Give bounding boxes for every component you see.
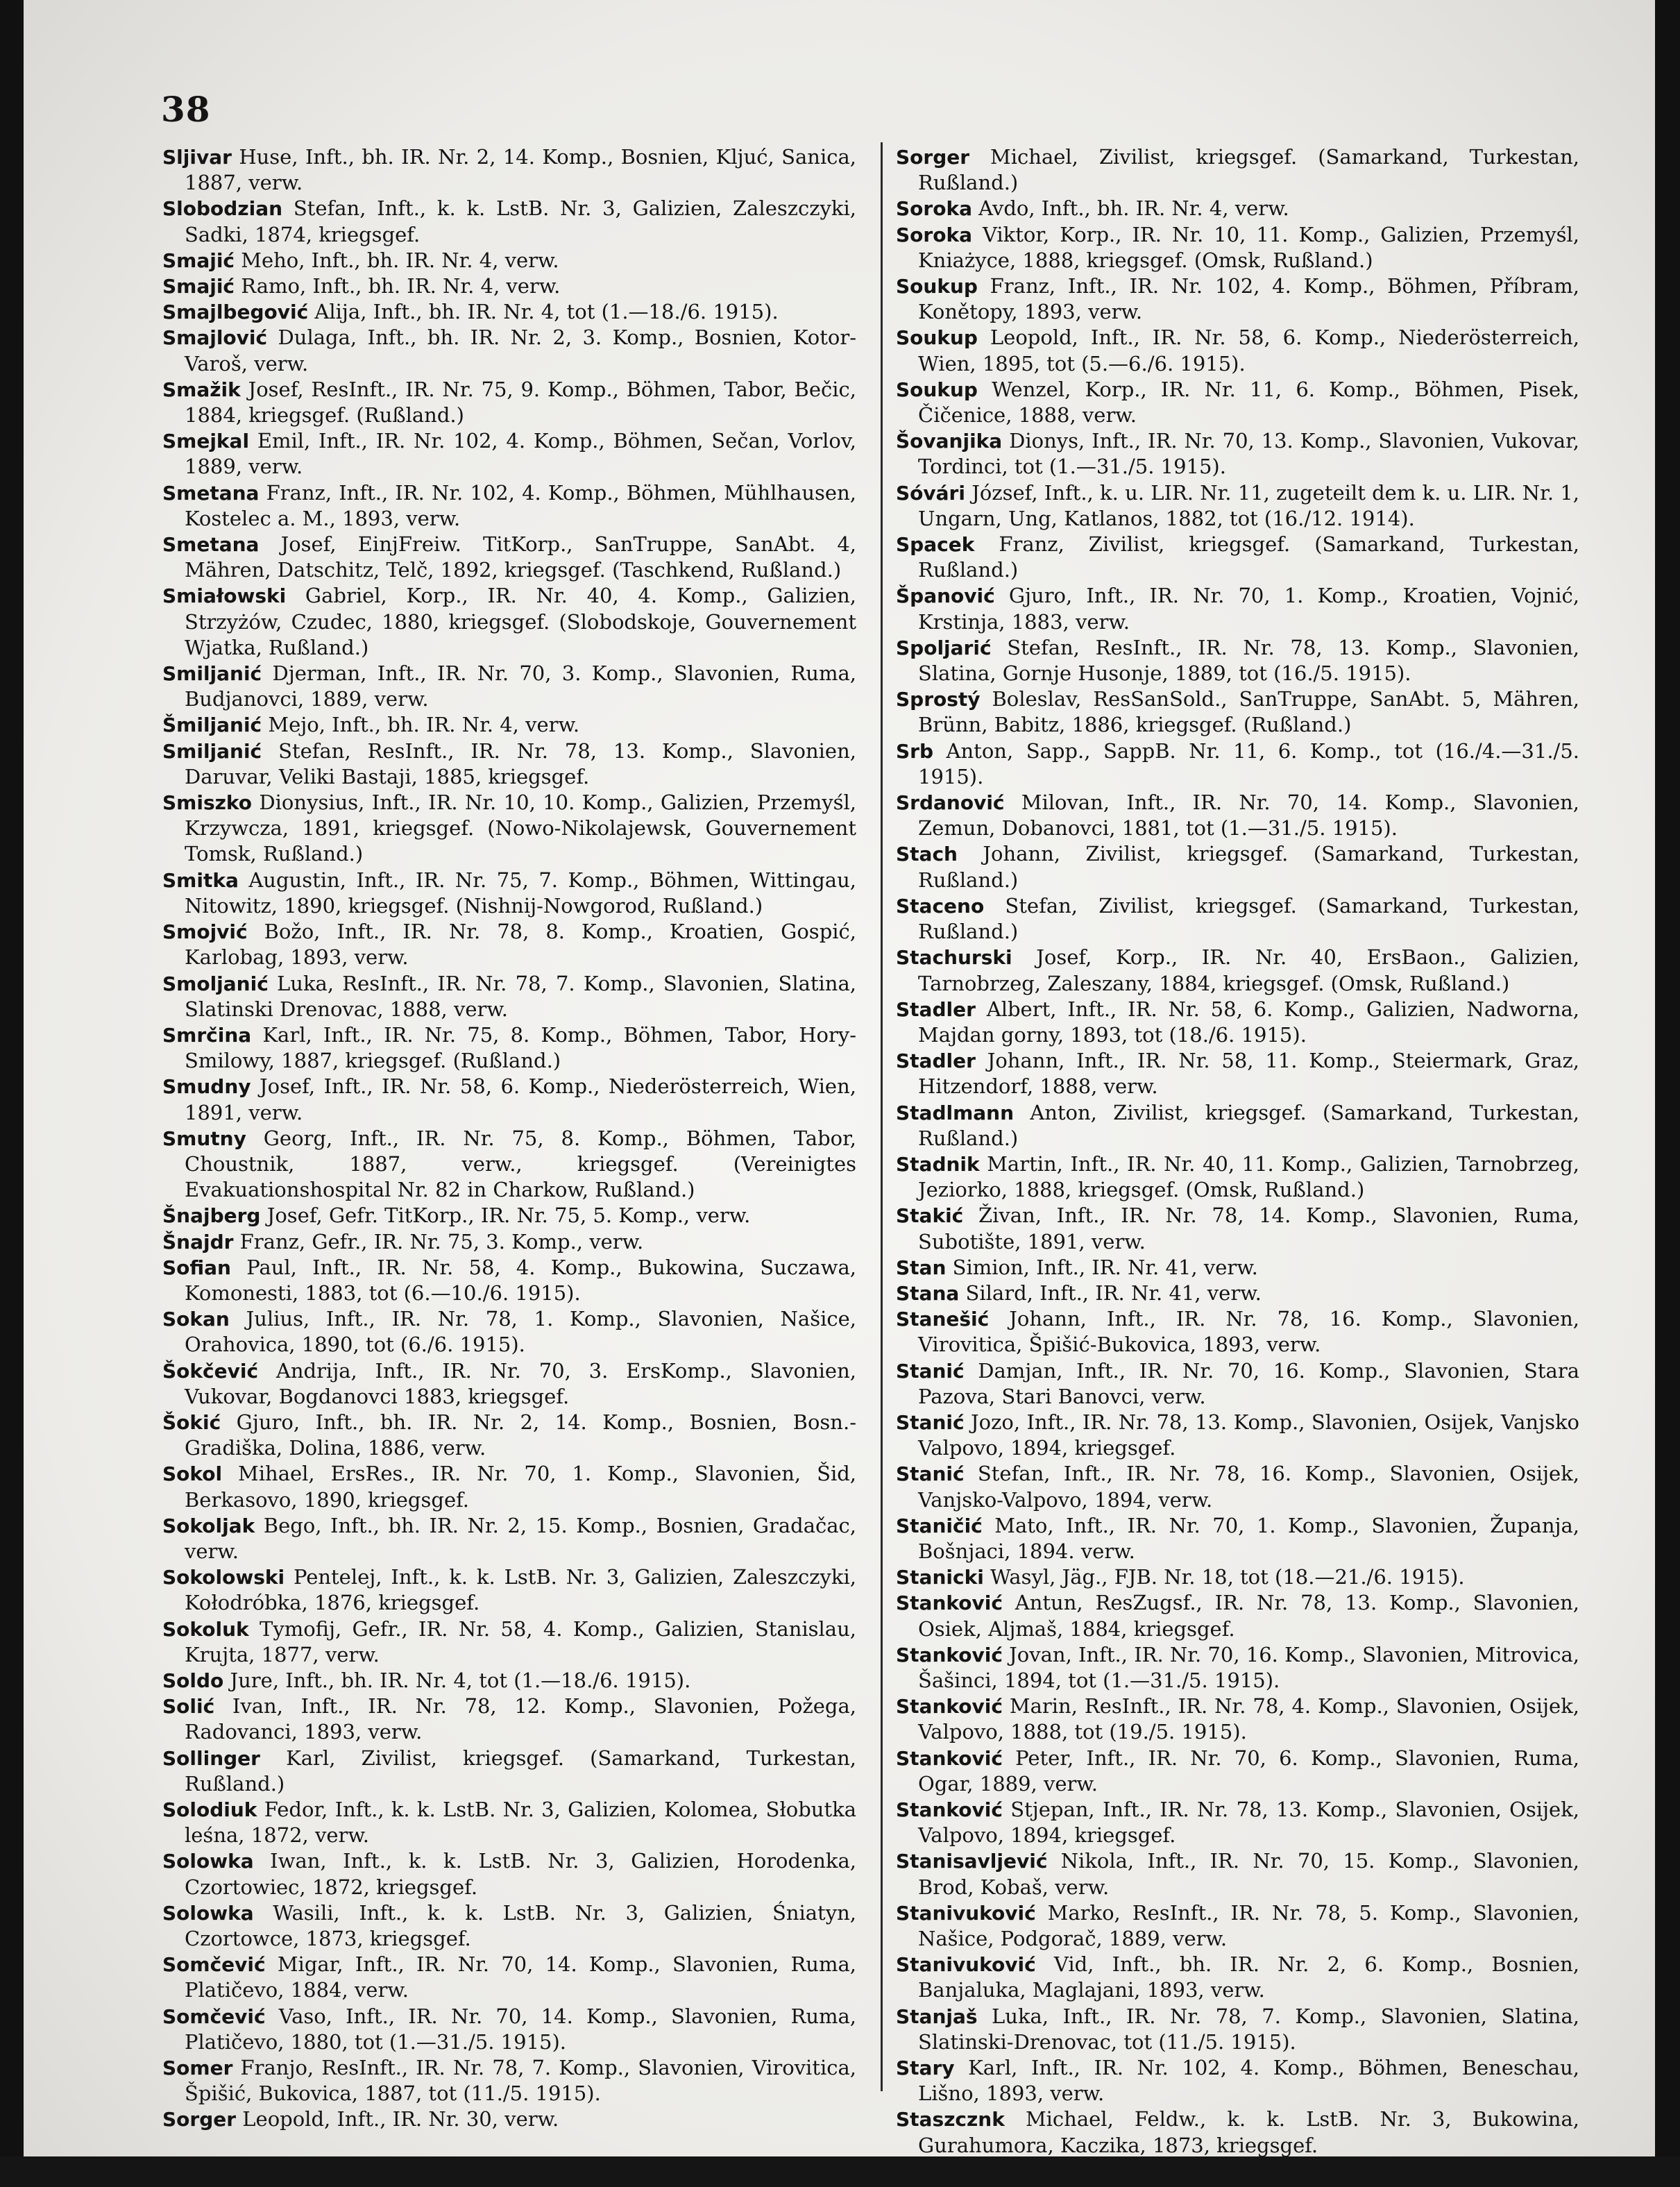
entry-surname: Soukup bbox=[896, 378, 978, 401]
entry-details: József, Inft., k. u. LIR. Nr. 11, zugeteilt dem k. u. LIR. Nr. 1, Ungarn, Ung, Katlanos, 1882, tot (16./12. 1914). bbox=[918, 480, 1579, 530]
entry-details: Albert, Inft., IR. Nr. 58, 6. Komp., Galizien, Nadworna, Majdan gorny, 1893, tot (18./6. 1915). bbox=[918, 997, 1579, 1047]
entry-surname: Šnajberg bbox=[162, 1204, 261, 1228]
entry-surname: Stakić bbox=[896, 1204, 964, 1228]
list-item bbox=[162, 196, 856, 247]
entry-details: Franz, Inft., IR. Nr. 102, 4. Komp., Böhmen, Mühlhausen, Kostelec a. M., 1893, verw. bbox=[185, 480, 856, 530]
list-item bbox=[896, 1255, 1579, 1281]
entry-details: Dionysius, Inft., IR. Nr. 10, 10. Komp., Galizien, Przemyśl, Krzywcza, 1891, kriegsgef. (Nowo-Nikolajewsk, Gouvernement Tomsk, Rußland.) bbox=[185, 791, 856, 866]
list-item bbox=[162, 1410, 856, 1461]
list-item bbox=[162, 1126, 856, 1204]
list-item bbox=[896, 1461, 1579, 1512]
entry-surname: Spoljarić bbox=[896, 636, 992, 659]
list-item bbox=[162, 273, 856, 299]
entry-surname: Stanivuković bbox=[896, 1901, 1036, 1925]
entry-details: Avdo, Inft., bh. IR. Nr. 4, verw. bbox=[971, 196, 1289, 221]
entry-details: Josef, Inft., IR. Nr. 58, 6. Komp., Niederösterreich, Wien, 1891, verw. bbox=[185, 1074, 856, 1124]
entry-surname: Stanković bbox=[896, 1591, 1003, 1615]
entry-surname: Smetana bbox=[162, 481, 260, 505]
entry-surname: Soukup bbox=[896, 275, 978, 298]
entry-surname: Stadlmann bbox=[896, 1101, 1015, 1124]
list-item bbox=[162, 325, 856, 376]
list-item bbox=[896, 532, 1579, 583]
left-column bbox=[162, 144, 856, 2133]
list-item bbox=[896, 686, 1579, 738]
entry-details: Michael, Feldw., k. k. LstB. Nr. 3, Bukowina, Gurahumora, Kaczika, 1873, kriegsgef. bbox=[918, 2107, 1579, 2157]
list-item bbox=[162, 1358, 856, 1410]
entry-details: Peter, Inft., IR. Nr. 70, 6. Komp., Slavonien, Ruma, Ogar, 1889, verw. bbox=[918, 1746, 1579, 1796]
entry-details: Boleslav, ResSanSold., SanTruppe, SanAbt. 5, Mähren, Brünn, Babitz, 1886, kriegsgef. (Rußland.) bbox=[918, 687, 1579, 737]
list-item bbox=[896, 273, 1579, 325]
entry-surname: Smajlović bbox=[162, 326, 268, 350]
list-item bbox=[896, 738, 1579, 790]
entry-surname: Sokolowski bbox=[162, 1566, 285, 1589]
entry-details: Mihael, ErsRes., IR. Nr. 70, 1. Komp., Slavonien, Šid, Berkasovo, 1890, kriegsgef. bbox=[185, 1462, 856, 1512]
entry-details: Bego, Inft., bh. IR. Nr. 2, 15. Komp., Bosnien, Gradačac, verw. bbox=[185, 1513, 856, 1563]
list-item bbox=[896, 1848, 1579, 1900]
entry-details: Mejo, Inft., bh. IR. Nr. 4, verw. bbox=[262, 713, 580, 737]
entry-details: Marko, ResInft., IR. Nr. 78, 5. Komp., Slavonien, Našice, Podgorač, 1889, verw. bbox=[918, 1900, 1579, 1951]
entry-details: Alija, Inft., bh. IR. Nr. 4, tot (1.—18./6. 1915). bbox=[308, 300, 779, 324]
list-item bbox=[162, 1306, 856, 1358]
entry-details: Wasili, Inft., k. k. LstB. Nr. 3, Galizien, Śniatyn, Czortowce, 1873, kriegsgef. bbox=[185, 1900, 856, 1951]
entry-surname: Šokić bbox=[162, 1410, 221, 1434]
list-item bbox=[162, 738, 856, 790]
entry-surname: Smažik bbox=[162, 378, 241, 401]
entry-details: Gabriel, Korp., IR. Nr. 40, 4. Komp., Galizien, Strzyżów, Czudec, 1880, kriegsgef. (Slobodskoje, Gouvernement Wjatka, Rußland.) bbox=[185, 584, 856, 659]
list-item bbox=[162, 661, 856, 712]
list-item bbox=[896, 2106, 1579, 2158]
list-item bbox=[162, 1564, 856, 1616]
list-item bbox=[162, 868, 856, 919]
entry-details: Tymofij, Gefr., IR. Nr. 58, 4. Komp., Galizien, Stanislau, Krujta, 1877, verw. bbox=[185, 1616, 856, 1666]
entry-details: Stefan, ResInft., IR. Nr. 78, 13. Komp., Slavonien, Daruvar, Veliki Bastaji, 1885, kriegsgef. bbox=[185, 738, 856, 788]
list-item bbox=[896, 1642, 1579, 1694]
entry-details: Leopold, Inft., IR. Nr. 58, 6. Komp., Niederösterreich, Wien, 1895, tot (5.—6./6. 1915). bbox=[918, 326, 1579, 375]
entry-details: Josef, EinjFreiw. TitKorp., SanTruppe, SanAbt. 4, Mähren, Datschitz, Telč, 1892, kriegsgef. (Taschkend, Rußland.) bbox=[185, 532, 856, 582]
entry-details: Migar, Inft., IR. Nr. 70, 14. Komp., Slavonien, Ruma, Platičevo, 1884, verw. bbox=[185, 1952, 856, 2002]
entry-details: Živan, Inft., IR. Nr. 78, 14. Komp., Slavonien, Ruma, Subotište, 1891, verw. bbox=[918, 1204, 1579, 1253]
entry-surname: Smoljanić bbox=[162, 972, 269, 995]
entry-details: Antun, ResZugsf., IR. Nr. 78, 13. Komp., Slavonien, Osiek, Aljmaš, 1884, kriegsgef. bbox=[918, 1591, 1579, 1641]
list-item bbox=[162, 248, 856, 273]
list-item bbox=[896, 635, 1579, 686]
list-item bbox=[896, 222, 1579, 273]
entry-details: Jozo, Inft., IR. Nr. 78, 13. Komp., Slavonien, Osijek, Vanjsko Valpovo, 1894, kriegsgef. bbox=[918, 1410, 1579, 1460]
entry-surname: Smiszko bbox=[162, 791, 253, 815]
entry-details: Emil, Inft., IR. Nr. 102, 4. Komp., Böhmen, Sečan, Vorlov, 1889, verw. bbox=[185, 429, 856, 479]
list-item bbox=[896, 428, 1579, 480]
entry-surname: Stanković bbox=[896, 1798, 1003, 1821]
entry-details: Julius, Inft., IR. Nr. 78, 1. Komp., Slavonien, Našice, Orahovica, 1890, tot (6./6. 1915). bbox=[185, 1307, 856, 1357]
entry-details: Božo, Inft., IR. Nr. 78, 8. Komp., Kroatien, Gospić, Karlobag, 1893, verw. bbox=[185, 920, 856, 970]
entry-details: Johann, Inft., IR. Nr. 58, 11. Komp., Steiermark, Graz, Hitzendorf, 1888, verw. bbox=[918, 1049, 1579, 1099]
list-item bbox=[896, 945, 1579, 996]
list-item bbox=[896, 325, 1579, 376]
right-column bbox=[896, 144, 1579, 2159]
list-item bbox=[896, 480, 1579, 532]
entry-details: Ivan, Inft., IR. Nr. 78, 12. Komp., Slavonien, Požega, Radovanci, 1893, verw. bbox=[185, 1694, 856, 1744]
entry-surname: Stadnik bbox=[896, 1152, 980, 1176]
entry-surname: Stanivuković bbox=[896, 1953, 1036, 1977]
entry-surname: Smiałowski bbox=[162, 584, 287, 608]
entry-surname: Staszcznk bbox=[896, 2108, 1005, 2131]
entry-details: Michael, Zivilist, kriegsgef. (Samarkand, Turkestan, Rußland.) bbox=[918, 145, 1579, 195]
list-item bbox=[896, 1100, 1579, 1151]
entry-surname: Solić bbox=[162, 1695, 215, 1719]
entry-details: Augustin, Inft., IR. Nr. 75, 7. Komp., Böhmen, Wittingau, Nitowitz, 1890, kriegsgef. (Nishnij-Nowgorod, Rußland.) bbox=[185, 868, 856, 918]
list-item bbox=[896, 1952, 1579, 2003]
entry-surname: Smiljanić bbox=[162, 739, 262, 763]
list-item bbox=[162, 583, 856, 661]
list-item bbox=[162, 971, 856, 1022]
entry-surname: Smetana bbox=[162, 533, 260, 557]
list-item bbox=[896, 893, 1579, 945]
entry-details: Fedor, Inft., k. k. LstB. Nr. 3, Galizien, Kolomea, Słobutka leśna, 1872, verw. bbox=[185, 1798, 856, 1848]
entry-details: Franz, Zivilist, kriegsgef. (Samarkand, Turkestan, Rußland.) bbox=[918, 532, 1579, 582]
list-item bbox=[162, 1746, 856, 1797]
list-item bbox=[896, 841, 1579, 893]
entry-surname: Stanešić bbox=[896, 1308, 990, 1331]
entry-details: Vid, Inft., bh. IR. Nr. 2, 6. Komp., Bosnien, Banjaluka, Maglajani, 1893, verw. bbox=[918, 1952, 1579, 2002]
entry-details: Nikola, Inft., IR. Nr. 70, 15. Komp., Slavonien, Brod, Kobaš, verw. bbox=[918, 1849, 1579, 1899]
list-item bbox=[896, 377, 1579, 428]
entry-surname: Sorger bbox=[162, 2108, 237, 2131]
entry-details: Gjuro, Inft., IR. Nr. 70, 1. Komp., Kroatien, Vojnić, Krstinja, 1883, verw. bbox=[918, 584, 1579, 634]
column-divider bbox=[881, 142, 883, 2091]
entry-surname: Stanić bbox=[896, 1410, 965, 1434]
entry-details: Stefan, Inft., IR. Nr. 78, 16. Komp., Slavonien, Osijek, Vanjsko-Valpovo, 1894, verw. bbox=[918, 1462, 1579, 1512]
list-item bbox=[896, 1281, 1579, 1306]
entry-details: Marin, ResInft., IR. Nr. 78, 4. Komp., Slavonien, Osijek, Valpovo, 1888, tot (19./5. 1915). bbox=[918, 1694, 1579, 1744]
entry-surname: Smajić bbox=[162, 248, 235, 272]
entry-surname: Šokčević bbox=[162, 1359, 259, 1383]
entry-surname: Somer bbox=[162, 2057, 233, 2080]
entry-surname: Solowka bbox=[162, 1901, 254, 1925]
entry-surname: Sokoluk bbox=[162, 1617, 249, 1641]
entry-details: Karl, Inft., IR. Nr. 102, 4. Komp., Böhmen, Beneschau, Lišno, 1893, verw. bbox=[918, 2056, 1579, 2106]
entry-details: Milovan, Inft., IR. Nr. 70, 14. Komp., Slavonien, Zemun, Dobanovci, 1881, tot (1.—31./5. 1915). bbox=[918, 791, 1579, 841]
entry-surname: Španović bbox=[896, 584, 995, 608]
entry-surname: Stadler bbox=[896, 1049, 976, 1073]
entry-surname: Somčević bbox=[162, 2004, 266, 2028]
list-item bbox=[896, 1513, 1579, 1564]
entry-details: Johann, Inft., IR. Nr. 78, 16. Komp., Slavonien, Virovitica, Špišić-Bukovica, 1893, verw. bbox=[918, 1307, 1579, 1357]
list-item bbox=[162, 1203, 856, 1228]
entry-details: Wasyl, Jäg., FJB. Nr. 18, tot (18.—21./6. 1915). bbox=[983, 1565, 1465, 1589]
entry-details: Johann, Zivilist, kriegsgef. (Samarkand, Turkestan, Rußland.) bbox=[918, 842, 1579, 892]
list-item bbox=[896, 1900, 1579, 1952]
entry-details: Djerman, Inft., IR. Nr. 70, 3. Komp., Slavonien, Ruma, Budjanovci, 1889, verw. bbox=[185, 661, 856, 711]
entry-surname: Soukup bbox=[896, 326, 978, 350]
entry-surname: Stana bbox=[896, 1281, 960, 1305]
entry-surname: Stanicki bbox=[896, 1566, 984, 1589]
list-item bbox=[162, 919, 856, 970]
list-item bbox=[896, 1151, 1579, 1203]
entry-surname: Šnajdr bbox=[162, 1230, 234, 1253]
scan-border-bottom bbox=[0, 2156, 1680, 2187]
list-item bbox=[896, 1306, 1579, 1358]
list-item bbox=[896, 2055, 1579, 2106]
list-item bbox=[162, 1952, 856, 2003]
list-item bbox=[162, 1074, 856, 1125]
list-item bbox=[896, 790, 1579, 841]
scan-border-left bbox=[0, 0, 24, 2187]
list-item bbox=[162, 1668, 856, 1694]
list-item bbox=[896, 583, 1579, 634]
list-item bbox=[896, 1694, 1579, 1745]
entry-surname: Stadler bbox=[896, 997, 976, 1021]
entry-details: Franz, Gefr., IR. Nr. 75, 3. Komp., verw. bbox=[233, 1229, 644, 1253]
entry-details: Leopold, Inft., IR. Nr. 30, verw. bbox=[236, 2107, 559, 2131]
entry-surname: Soldo bbox=[162, 1669, 224, 1692]
entry-details: Iwan, Inft., k. k. LstB. Nr. 3, Galizien, Horodenka, Czortowiec, 1872, kriegsgef. bbox=[185, 1849, 856, 1899]
entry-details: Stefan, Inft., k. k. LstB. Nr. 3, Galizien, Zaleszczyki, Sadki, 1874, kriegsgef. bbox=[185, 196, 856, 246]
entry-surname: Sollinger bbox=[162, 1746, 260, 1770]
entry-details: Franjo, ResInft., IR. Nr. 78, 7. Komp., Slavonien, Virovitica, Špišić, Bukovica, 1887, tot (11./5. 1915). bbox=[185, 2056, 856, 2106]
list-item bbox=[162, 1900, 856, 1952]
list-item bbox=[896, 1410, 1579, 1461]
list-item bbox=[162, 480, 856, 532]
entry-surname: Sokan bbox=[162, 1308, 230, 1331]
entry-surname: Smutny bbox=[162, 1126, 246, 1150]
entry-details: Karl, Zivilist, kriegsgef. (Samarkand, Turkestan, Rußland.) bbox=[185, 1746, 856, 1796]
entry-surname: Smajlbegović bbox=[162, 301, 309, 324]
entry-surname: Smitka bbox=[162, 868, 239, 892]
list-item bbox=[896, 1590, 1579, 1641]
entry-surname: Slobodzian bbox=[162, 197, 283, 221]
entry-details: Josef, ResInft., IR. Nr. 75, 9. Komp., Böhmen, Tabor, Bečic, 1884, kriegsgef. (Rußland.) bbox=[185, 377, 856, 428]
entry-surname: Stanjaš bbox=[896, 2004, 978, 2028]
entry-surname: Smiljanić bbox=[162, 662, 262, 686]
entry-surname: Sokol bbox=[162, 1462, 223, 1486]
entry-surname: Sóvári bbox=[896, 481, 965, 505]
entry-details: Huse, Inft., bh. IR. Nr. 2, 14. Komp., Bosnien, Kljuć, Sanica, 1887, verw. bbox=[185, 145, 856, 195]
entry-details: Stjepan, Inft., IR. Nr. 78, 13. Komp., Slavonien, Osijek, Valpovo, 1894, kriegsgef. bbox=[918, 1798, 1579, 1848]
entry-surname: Soroka bbox=[896, 197, 972, 221]
entry-surname: Soroka bbox=[896, 223, 972, 246]
entry-details: Viktor, Korp., IR. Nr. 10, 11. Komp., Galizien, Przemyśl, Kniażyce, 1888, kriegsgef. (Omsk, Rußland.) bbox=[918, 222, 1579, 272]
page-number: 38 bbox=[161, 89, 211, 130]
list-item bbox=[162, 1797, 856, 1848]
list-item bbox=[896, 2004, 1579, 2055]
entry-details: Pentelej, Inft., k. k. LstB. Nr. 3, Galizien, Zaleszczyki, Kołodróbka, 1876, kriegsgef. bbox=[185, 1565, 856, 1615]
list-item bbox=[896, 997, 1579, 1048]
entry-surname: Stanković bbox=[896, 1695, 1003, 1719]
entry-surname: Smajić bbox=[162, 275, 235, 298]
entry-surname: Spacek bbox=[896, 533, 975, 557]
entry-details: Jovan, Inft., IR. Nr. 70, 16. Komp., Slavonien, Mitrovica, Šašinci, 1894, tot (1.—31./5. 1915). bbox=[918, 1642, 1580, 1692]
list-item bbox=[896, 1358, 1579, 1410]
entry-surname: Stary bbox=[896, 2057, 955, 2080]
list-item bbox=[162, 1848, 856, 1900]
list-item bbox=[162, 532, 856, 583]
list-item bbox=[162, 377, 856, 428]
entry-details: Anton, Sapp., SappB. Nr. 11, 6. Komp., tot (16./4.—31./5. 1915). bbox=[918, 738, 1579, 788]
entry-surname: Sljivar bbox=[162, 146, 232, 169]
list-item bbox=[162, 299, 856, 325]
entry-details: Vaso, Inft., IR. Nr. 70, 14. Komp., Slavonien, Ruma, Platičevo, 1880, tot (1.—31./5. 1915). bbox=[185, 2004, 856, 2054]
list-item bbox=[162, 712, 856, 738]
entry-details: Dulaga, Inft., bh. IR. Nr. 2, 3. Komp., Bosnien, Kotor-Varoš, verw. bbox=[185, 326, 856, 375]
entry-details: Martin, Inft., IR. Nr. 40, 11. Komp., Galizien, Tarnobrzeg, Jeziorko, 1888, kriegsgef. (Omsk, Rußland.) bbox=[918, 1151, 1579, 1202]
entry-details: Jure, Inft., bh. IR. Nr. 4, tot (1.—18./6. 1915). bbox=[223, 1668, 691, 1692]
entry-surname: Srb bbox=[896, 739, 934, 763]
entry-details: Anton, Zivilist, kriegsgef. (Samarkand, Turkestan, Rußland.) bbox=[918, 1100, 1579, 1150]
list-item bbox=[896, 1797, 1579, 1848]
list-item bbox=[896, 1048, 1579, 1099]
entry-details: Josef, Gefr. TitKorp., IR. Nr. 75, 5. Komp., verw. bbox=[260, 1204, 751, 1228]
entry-details: Wenzel, Korp., IR. Nr. 11, 6. Komp., Böhmen, Pisek, Čičenice, 1888, verw. bbox=[918, 377, 1579, 428]
entry-surname: Stanković bbox=[896, 1746, 1003, 1770]
entry-surname: Smrčina bbox=[162, 1023, 252, 1047]
list-item bbox=[162, 1022, 856, 1074]
entry-details: Josef, Korp., IR. Nr. 40, ErsBaon., Galizien, Tarnobrzeg, Zaleszany, 1884, kriegsgef. (Omsk, Rußland.) bbox=[918, 945, 1579, 995]
entry-surname: Smudny bbox=[162, 1075, 251, 1099]
list-item bbox=[162, 1229, 856, 1255]
entry-details: Stefan, ResInft., IR. Nr. 78, 13. Komp., Slavonien, Slatina, Gornje Husonje, 1889, tot (16./5. 1915). bbox=[918, 635, 1579, 686]
entry-surname: Smojvić bbox=[162, 920, 248, 944]
list-item bbox=[162, 2004, 856, 2055]
list-item bbox=[162, 428, 856, 480]
entry-details: Stefan, Zivilist, kriegsgef. (Samarkand, Turkestan, Rußland.) bbox=[918, 893, 1579, 944]
list-item bbox=[162, 1694, 856, 1745]
entry-details: Dionys, Inft., IR. Nr. 70, 13. Komp., Slavonien, Vukovar, Tordinci, tot (1.—31./5. 1915). bbox=[918, 429, 1579, 479]
entry-surname: Šmiljanić bbox=[162, 713, 262, 737]
entry-details: Franz, Inft., IR. Nr. 102, 4. Komp., Böhmen, Příbram, Konětopy, 1893, verw. bbox=[918, 274, 1579, 324]
scan-border-right bbox=[1655, 0, 1680, 2187]
entry-details: Paul, Inft., IR. Nr. 58, 4. Komp., Bukowina, Suczawa, Komonesti, 1883, tot (6.—10./6. 1915). bbox=[185, 1255, 856, 1305]
list-item bbox=[896, 1203, 1579, 1254]
entry-details: Simion, Inft., IR. Nr. 41, verw. bbox=[946, 1255, 1258, 1279]
list-item bbox=[162, 1513, 856, 1564]
entry-surname: Stanić bbox=[896, 1462, 965, 1486]
entry-surname: Staceno bbox=[896, 894, 985, 918]
entry-details: Ramo, Inft., bh. IR. Nr. 4, verw. bbox=[235, 274, 561, 298]
entry-surname: Stan bbox=[896, 1256, 947, 1279]
entry-details: Damjan, Inft., IR. Nr. 70, 16. Komp., Slavonien, Stara Pazova, Stari Banovci, verw. bbox=[918, 1358, 1579, 1408]
list-item bbox=[896, 1564, 1579, 1590]
entry-surname: Smejkal bbox=[162, 430, 250, 453]
entry-details: Meho, Inft., bh. IR. Nr. 4, verw. bbox=[235, 248, 559, 272]
entry-surname: Sokoljak bbox=[162, 1514, 255, 1537]
entry-surname: Staničić bbox=[896, 1514, 983, 1537]
entry-surname: Stachurski bbox=[896, 946, 1012, 970]
list-item bbox=[896, 196, 1579, 221]
entry-details: Georg, Inft., IR. Nr. 75, 8. Komp., Böhmen, Tabor, Choustnik, 1887, verw., kriegsgef. (Vereinigtes Evakuationshospital Nr. 82 in Charkow, Rußland.) bbox=[185, 1126, 856, 1202]
entry-details: Luka, Inft., IR. Nr. 78, 7. Komp., Slavonien, Slatina, Slatinski-Drenovac, tot (11./5. 1915). bbox=[918, 2004, 1579, 2054]
entry-details: Andrija, Inft., IR. Nr. 70, 3. ErsKomp., Slavonien, Vukovar, Bogdanovci 1883, kriegsgef. bbox=[185, 1358, 856, 1408]
list-item bbox=[896, 1746, 1579, 1797]
entry-surname: Srdanović bbox=[896, 791, 1005, 815]
list-item bbox=[162, 2106, 856, 2132]
entry-surname: Solowka bbox=[162, 1850, 254, 1873]
list-item bbox=[162, 1461, 856, 1512]
entry-surname: Stanisavljević bbox=[896, 1850, 1048, 1873]
entry-details: Silard, Inft., IR. Nr. 41, verw. bbox=[959, 1281, 1262, 1305]
list-item bbox=[162, 1616, 856, 1668]
entry-details: Luka, ResInft., IR. Nr. 78, 7. Komp., Slavonien, Slatina, Slatinski Drenovac, 1888, verw. bbox=[185, 971, 856, 1021]
list-item bbox=[162, 1255, 856, 1306]
entry-surname: Sorger bbox=[896, 146, 970, 169]
entry-surname: Stanković bbox=[896, 1643, 1003, 1666]
entry-surname: Šovanjika bbox=[896, 430, 1003, 453]
list-item bbox=[896, 144, 1579, 196]
list-item bbox=[162, 790, 856, 868]
list-item bbox=[162, 2055, 856, 2106]
entry-details: Gjuro, Inft., bh. IR. Nr. 2, 14. Komp., Bosnien, Bosn.-Gradiška, Dolina, 1886, verw. bbox=[185, 1410, 856, 1460]
entry-surname: Stanić bbox=[896, 1359, 965, 1383]
entry-surname: Sprostý bbox=[896, 688, 981, 711]
entry-surname: Sofian bbox=[162, 1256, 231, 1279]
list-item bbox=[162, 144, 856, 196]
entry-details: Karl, Inft., IR. Nr. 75, 8. Komp., Böhmen, Tabor, Hory-Smilowy, 1887, kriegsgef. (Rußland.) bbox=[185, 1022, 856, 1073]
entry-surname: Stach bbox=[896, 843, 958, 866]
entry-surname: Solodiuk bbox=[162, 1798, 257, 1821]
entry-surname: Somčević bbox=[162, 1953, 266, 1977]
entry-details: Mato, Inft., IR. Nr. 70, 1. Komp., Slavonien, Županja, Bošnjaci, 1894. verw. bbox=[918, 1513, 1579, 1563]
